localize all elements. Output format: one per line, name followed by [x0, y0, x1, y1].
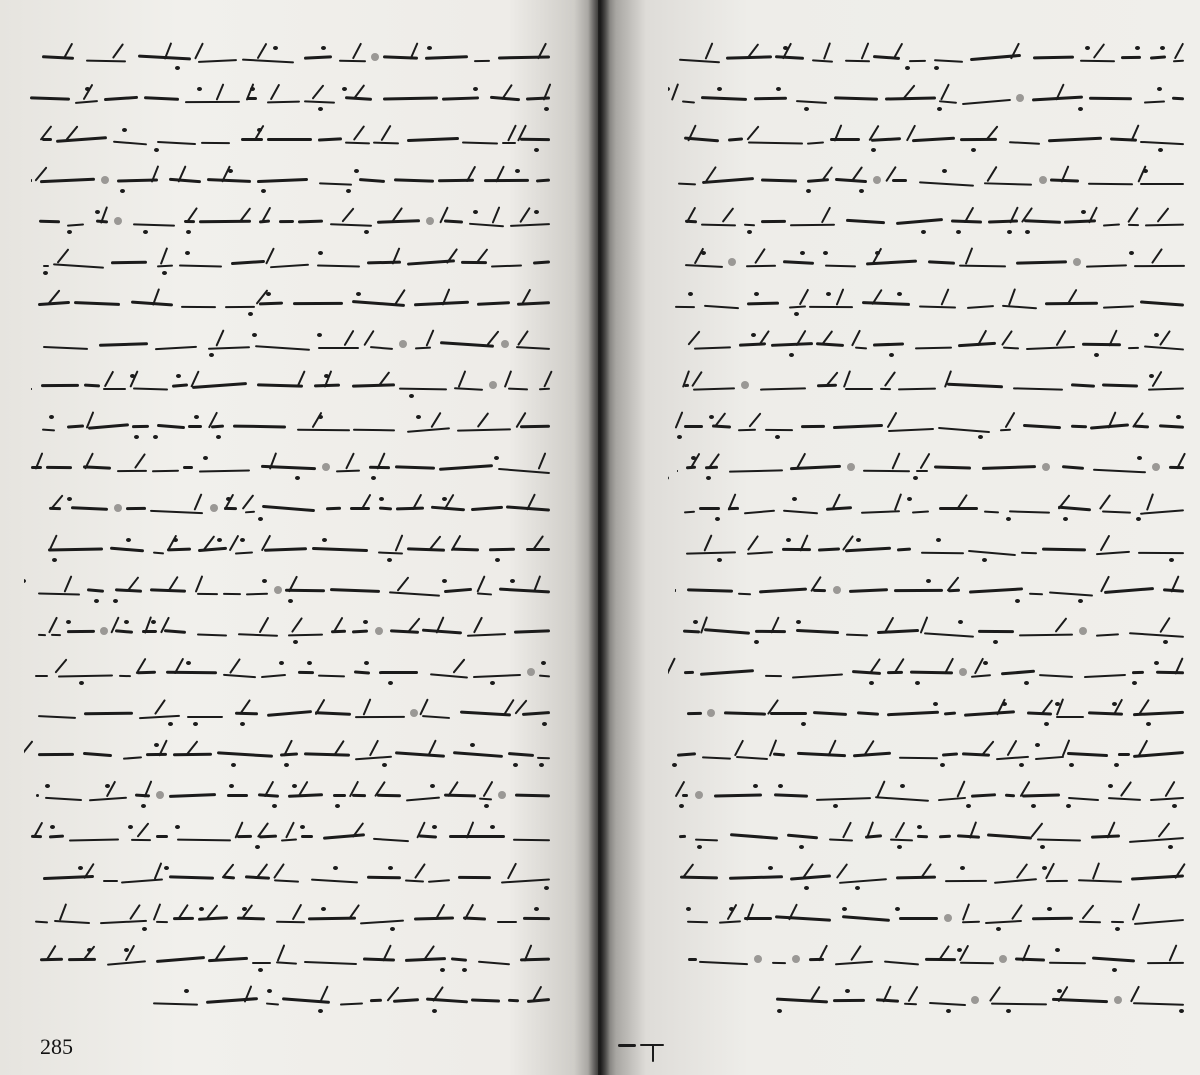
handwritten-line [668, 284, 1188, 325]
handwritten-line [668, 694, 1188, 735]
handwritten-line [668, 243, 1188, 284]
handwritten-line [668, 653, 1188, 694]
handwritten-line [668, 735, 1188, 776]
handwritten-line [24, 653, 554, 694]
handwritten-line [24, 571, 554, 612]
left-page-handwritten-text [24, 38, 554, 1022]
handwritten-line [668, 407, 1188, 448]
handwritten-line [668, 940, 1188, 981]
handwritten-line [24, 981, 554, 1022]
right-page [598, 0, 1200, 1075]
handwritten-line [668, 981, 1188, 1022]
handwritten-line [668, 612, 1188, 653]
handwritten-line [668, 38, 1188, 79]
handwritten-line [24, 776, 554, 817]
handwritten-line [24, 325, 554, 366]
page-number: 285 [40, 1034, 73, 1059]
handwritten-line [24, 161, 554, 202]
catchword [612, 1032, 672, 1058]
handwritten-line [24, 899, 554, 940]
handwritten-line [668, 79, 1188, 120]
handwritten-line [668, 899, 1188, 940]
handwritten-line [668, 161, 1188, 202]
handwritten-line [24, 530, 554, 571]
handwritten-line [668, 366, 1188, 407]
handwritten-line [24, 202, 554, 243]
handwritten-line [668, 120, 1188, 161]
book-gutter [588, 0, 610, 1075]
handwritten-line [668, 817, 1188, 858]
handwritten-line [24, 366, 554, 407]
handwritten-line [668, 858, 1188, 899]
handwritten-line [24, 448, 554, 489]
handwritten-line [24, 120, 554, 161]
handwritten-line [668, 530, 1188, 571]
handwritten-line [24, 817, 554, 858]
handwritten-line [24, 612, 554, 653]
handwritten-line [668, 776, 1188, 817]
handwritten-line [24, 407, 554, 448]
left-page [0, 0, 598, 1075]
handwritten-line [668, 202, 1188, 243]
handwritten-line [668, 489, 1188, 530]
handwritten-line [24, 940, 554, 981]
handwritten-line [24, 79, 554, 120]
handwritten-line [668, 448, 1188, 489]
handwritten-line [24, 38, 554, 79]
handwritten-line [24, 284, 554, 325]
handwritten-line [24, 735, 554, 776]
handwritten-line [24, 243, 554, 284]
handwritten-line [24, 858, 554, 899]
handwritten-line [668, 571, 1188, 612]
right-page-handwritten-text [668, 38, 1188, 1022]
handwritten-line [24, 694, 554, 735]
handwritten-line [24, 489, 554, 530]
handwritten-line [668, 325, 1188, 366]
